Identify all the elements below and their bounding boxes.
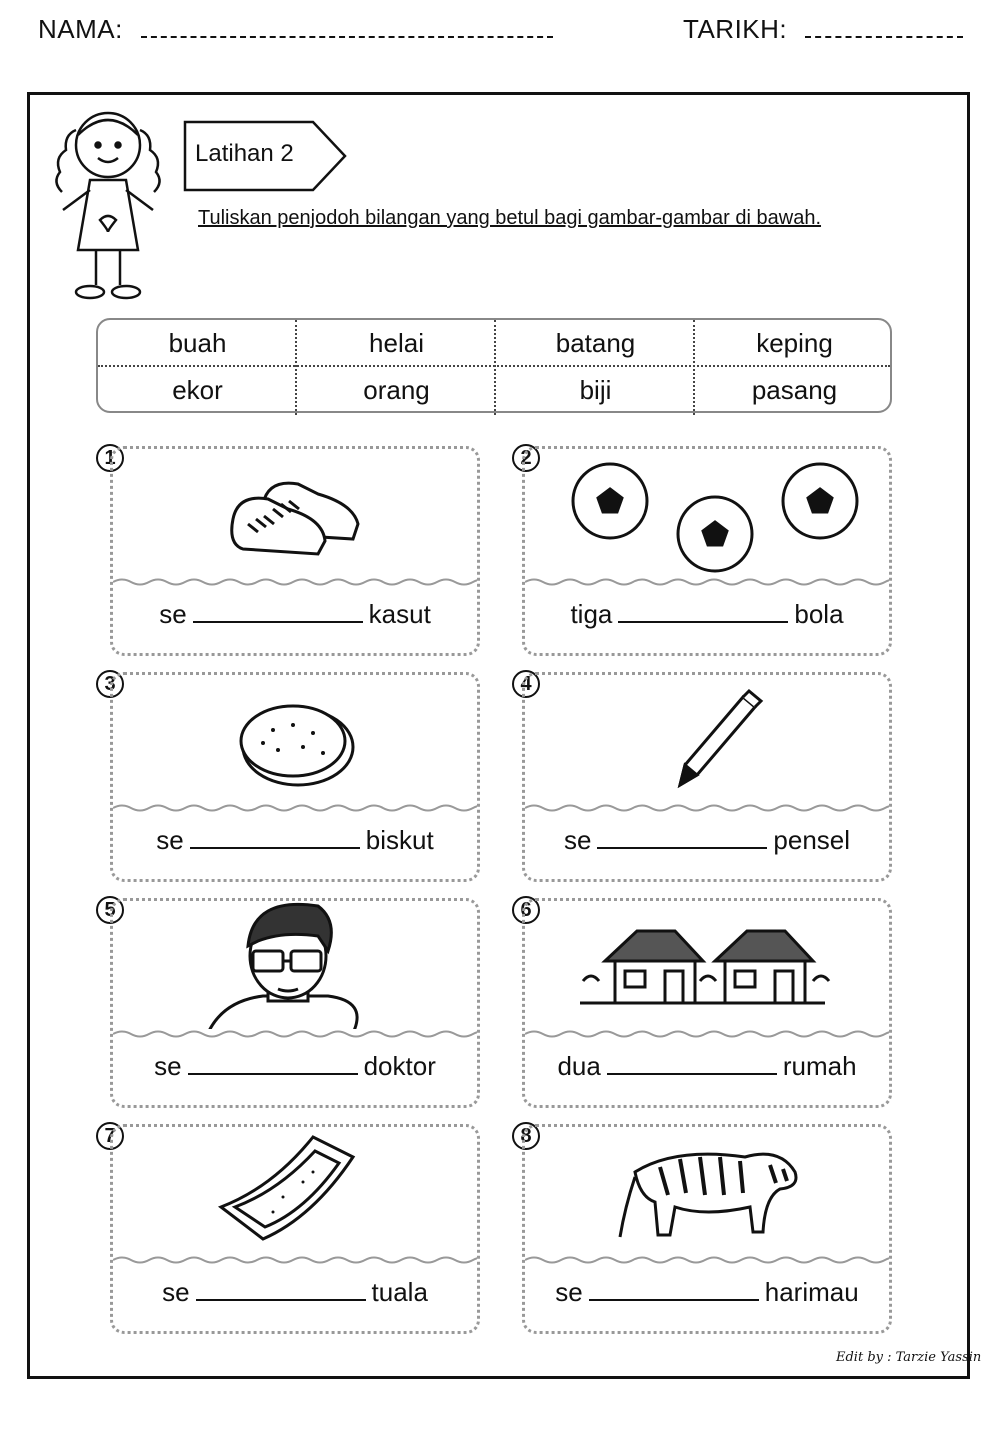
word-bank (96, 318, 892, 413)
answer-row (113, 599, 477, 630)
prefix-text: se (156, 825, 184, 855)
answer-blank[interactable] (193, 599, 363, 623)
word-bank-item: keping (756, 328, 833, 358)
item-card-2 (522, 446, 892, 656)
answer-row (525, 1051, 889, 1082)
item-number: 5 (96, 896, 124, 924)
noun-text: rumah (782, 1051, 857, 1081)
instruction-text: Tuliskan penjodoh bilangan yang betul bagi gambar-gambar di bawah. (198, 207, 822, 229)
date-label: TARIKH: (683, 14, 788, 44)
towel-icon (113, 1127, 477, 1255)
divider-wave (113, 803, 477, 813)
name-blank[interactable] (141, 16, 553, 38)
answer-blank[interactable] (607, 1051, 777, 1075)
answer-blank[interactable] (190, 825, 360, 849)
item-card-3 (110, 672, 480, 882)
word-bank-divider (693, 320, 695, 415)
answer-blank[interactable] (188, 1051, 358, 1075)
item-card-4 (522, 672, 892, 882)
prefix-text: tiga (570, 599, 613, 629)
shoes-icon (113, 449, 477, 577)
noun-text: kasut (368, 599, 431, 629)
prefix-text: se (563, 825, 592, 855)
noun-text: biskut (365, 825, 434, 855)
noun-text: harimau (764, 1277, 859, 1307)
noun-text: bola (794, 599, 844, 629)
word-bank-item: batang (555, 328, 636, 358)
item-number: 8 (512, 1122, 540, 1150)
item-card-6 (522, 898, 892, 1108)
word-bank-divider (494, 320, 496, 415)
answer-blank[interactable] (597, 825, 767, 849)
answer-row (113, 1051, 477, 1082)
prefix-text: se (555, 1277, 583, 1307)
answer-blank[interactable] (589, 1277, 759, 1301)
answer-row (525, 599, 889, 630)
doctor-icon (113, 901, 477, 1029)
word-bank-divider (98, 365, 890, 367)
item-number: 7 (96, 1122, 124, 1150)
word-bank-item: orang (363, 375, 430, 405)
prefix-text: se (154, 1051, 182, 1081)
house-icon (525, 901, 889, 1029)
noun-text: tuala (371, 1277, 428, 1307)
pencil-icon (525, 675, 889, 803)
girl-illustration (38, 100, 178, 315)
item-card-5 (110, 898, 480, 1108)
word-bank-item: biji (579, 375, 612, 405)
word-bank-item: pasang (751, 375, 838, 405)
divider-wave (525, 1029, 889, 1039)
answer-row (113, 1277, 477, 1308)
prefix-text: se (159, 599, 187, 629)
credit-text: Edit by : Tarzie Yassin (836, 1350, 982, 1365)
answer-row (525, 1277, 889, 1308)
name-field (38, 14, 553, 45)
date-field (683, 14, 963, 45)
item-number: 3 (96, 670, 124, 698)
name-label: NAMA: (38, 14, 123, 44)
answer-row (525, 825, 889, 856)
item-number: 2 (512, 444, 540, 472)
word-bank-item: ekor (172, 375, 223, 405)
tiger-icon (525, 1127, 889, 1255)
divider-wave (113, 1029, 477, 1039)
divider-wave (525, 803, 889, 813)
item-number: 1 (96, 444, 124, 472)
answer-row (113, 825, 477, 856)
biscuit-icon (113, 675, 477, 803)
date-blank[interactable] (805, 16, 963, 38)
answer-blank[interactable] (618, 599, 788, 623)
item-number: 4 (512, 670, 540, 698)
exercise-title: Latihan 2 (195, 140, 294, 167)
divider-wave (525, 577, 889, 587)
divider-wave (113, 1255, 477, 1265)
noun-text: doktor (363, 1051, 436, 1081)
prefix-text: dua (557, 1051, 601, 1081)
divider-wave (525, 1255, 889, 1265)
answer-blank[interactable] (196, 1277, 366, 1301)
word-bank-item: helai (369, 328, 424, 358)
word-bank-divider (295, 320, 297, 415)
noun-text: pensel (773, 825, 851, 855)
item-card-7 (110, 1124, 480, 1334)
item-number: 6 (512, 896, 540, 924)
word-bank-item: buah (168, 328, 227, 358)
item-card-8 (522, 1124, 892, 1334)
divider-wave (113, 577, 477, 587)
prefix-text: se (162, 1277, 190, 1307)
item-card-1 (110, 446, 480, 656)
football-icon (525, 449, 889, 577)
